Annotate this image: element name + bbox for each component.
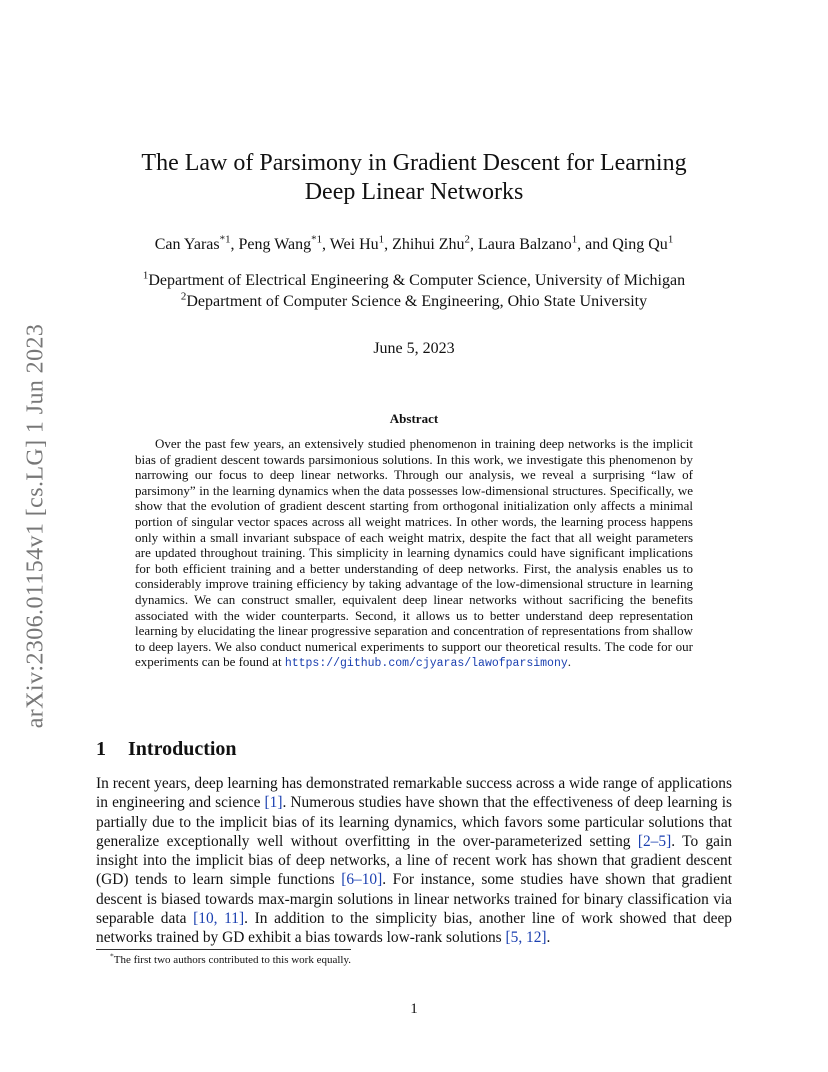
code-link[interactable]: https://github.com/cjyaras/lawofparsimony [284,657,568,671]
footnote-mark: * [110,951,114,961]
author: Qing Qu$^1$ [612,233,674,253]
section-title: Introduction [128,738,237,760]
citation-link[interactable]: [6–10] [341,871,383,889]
title-line: The Law of Parsimony in Gradient Descent for Learning [141,150,687,176]
affiliation: $^2$Department of Computer Science & Engineering, Ohio State University [180,290,648,310]
footnote-text: The first two authors contributed to this work equally. [113,954,352,966]
citation-link[interactable]: [2–5] [637,832,672,850]
paper-title [100,149,728,207]
intro-paragraph: In recent years, deep learning has demonstrated remarkable success across a wide range of applications in engineering and science [1]. Numerous studies have shown that the effectiveness of deep learning is partially due to the implicit bias of its learning dynamics, which favors some particular solutions that generalize exceptionally well without overfitting in the over-parameterized setting [2–5]. To gain insight into the implicit bias of deep networks, a line of recent work has shown that gradient descent (GD) tends to learn simple functions [6–10]. For instance, some studies have shown that gradient descent is biased towards max-margin solutions in linear networks trained for binary classification via separable data [10, 11]. In addition to the simplicity bias, another line of work showed that deep networks trained by GD exhibit a bias towards low-rank solutions [5, 12]. [96,775,733,947]
author: Can Yaras$^{*1}$, [154,233,239,253]
title-line: Deep Linear Networks [304,179,524,205]
author: Laura Balzano$^1$, and [477,233,613,253]
paper-date: June 5, 2023 [373,340,455,357]
arxiv-identifier: arXiv:2306.01154v1 [cs.LG] 1 Jun 2023 [22,323,49,729]
footnote-rule [96,949,351,950]
intro-body [96,774,732,948]
citation-link[interactable]: [5, 12] [505,929,547,947]
citation-link[interactable]: [1] [264,794,283,812]
abstract-heading: Abstract [389,411,439,426]
abstract-text: Over the past few years, an extensively studied phenomenon in training deep networks is the implicit bias of gradient descent towards parsimonious solutions. In this work, we investigate this phenomenon by narrowing our focus to deep linear networks. Through our analysis, we reveal a surprising “law of parsimony” in the learning dynamics when the data possesses low-dimensional structures. Specifically, we show that the evolution of gradient descent starting from orthogonal initialization only affects a minimal portion of singular vector spaces across all weight matrices. In other words, the learning process happens only within a small invariant subspace of each weight matrix, despite the fact that all weight parameters are updated throughout training. This simplicity in learning dynamics could have significant implications for both efficient training and a better understanding of deep networks. First, the analysis enables us to considerably improve training efficiency by taking advantage of the low-dimensional structure in learning dynamics. We can construct smaller, equivalent deep linear networks without sacrificing the benefits associated with the wider counterparts. Second, it allows us to better understand deep representation learning by elucidating the linear progressive separation and concentration of representations from shallow to deep layers. We also conduct numerical experiments to support our theoretical results. The code for our experiments can be found at [135,436,693,670]
author-list [100,233,728,254]
section-number: 1 [96,738,106,760]
author: Peng Wang$^{*1}$, [238,233,330,253]
page-number: 1 [410,1001,418,1017]
arxiv-sidebar [22,296,50,756]
abstract-body [135,436,693,672]
author: Wei Hu$^1$, [329,233,393,253]
footnote [110,951,352,966]
author: Zhihui Zhu$^2$, [392,233,478,253]
affiliation: $^1$Department of Electrical Engineering & Computer Science, University of Michigan [142,269,686,289]
affiliations [90,270,738,312]
citation-link[interactable]: [10, 11] [193,910,245,928]
abstract-paragraph: Over the past few years, an extensively studied phenomenon in training deep networks is the implicit bias of gradient descent towards parsimonious solutions. In this work, we investigate this phenomenon by narrowing our focus to deep linear networks. Through our analysis, we reveal a surprising “law of parsimony” in the learning dynamics when the data possesses low-dimensional structures. Specifically, we show that the evolution of gradient descent starting from orthogonal initialization only affects a minimal portion of singular vector spaces across all weight matrices. In other words, the learning process happens only within a small invariant subspace of each weight matrix, despite the fact that all weight parameters are updated throughout training. This simplicity in learning dynamics could have significant implications for both efficient training and a better understanding of deep networks. First, the analysis enables us to considerably improve training efficiency by taking advantage of the low-dimensional structure in learning dynamics. We can construct smaller, equivalent deep linear networks without sacrificing the benefits associated with the wider counterparts. Second, it allows us to better understand deep representation learning by elucidating the linear progressive separation and concentration of representations from shallow to deep layers. We also conduct numerical experiments to support our theoretical results. The code for our experiments can be found at https://github.com/cjyaras/lawofparsimony. [135,436,693,671]
section-heading [96,738,237,761]
